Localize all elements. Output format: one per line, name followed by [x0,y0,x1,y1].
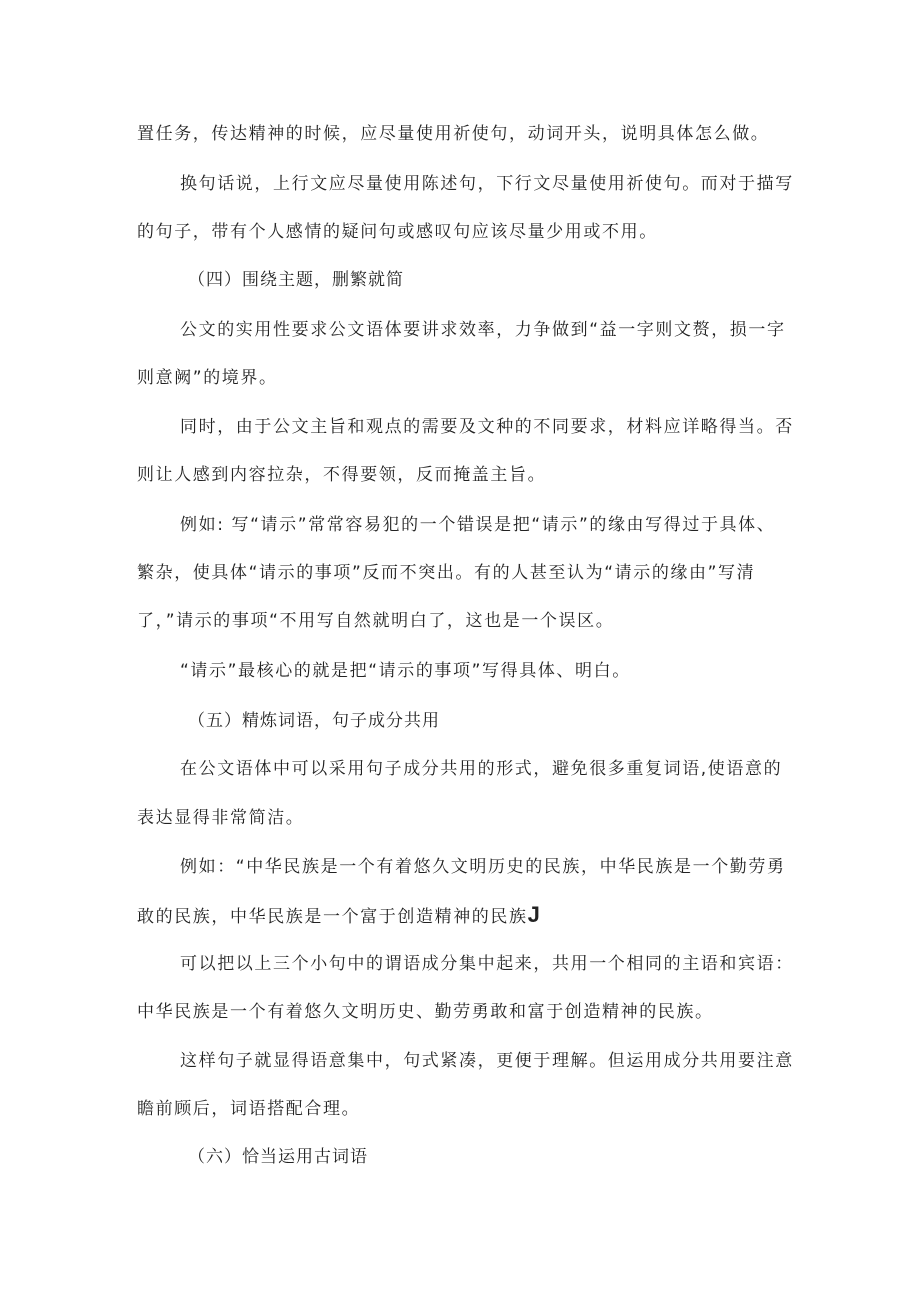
paragraph-line-6: 则意阙”的境界。 [137,368,278,388]
paragraph-line-3: 的句子，带有个人感情的疑问句或感叹句应该尽量少用或不用。 [137,222,658,242]
paragraph-line-2: 换句话说，上行文应尽量使用陈述句，下行文尽量使用祈使句。而对于描写 [180,174,794,194]
paragraph-line-14: 在公文语体中可以采用句子成分共用的形式，避免很多重复词语,使语意的 [180,759,783,779]
paragraph-line-19: 中华民族是一个有着悠久文明历史、勤劳勇敢和富于创造精神的民族。 [137,1002,714,1022]
paragraph-line-17-text: 敢的民族，中华民族是一个富于创造精神的民族 [137,907,528,927]
section-heading-4: （四）围绕主题，删繁就简 [188,270,404,290]
paragraph-line-16: 例如：“中华民族是一个有着悠久文明历史的民族，中华民族是一个勤劳勇 [180,857,786,877]
paragraph-line-8: 则让人感到内容拉杂，不得要领，反而掩盖主旨。 [137,465,547,485]
section-heading-6: （六）恰当运用古词语 [188,1147,368,1167]
paragraph-line-7: 同时，由于公文主旨和观点的需要及文种的不同要求，材料应详略得当。否 [180,417,794,437]
paragraph-line-11: 了，”请示的事项“不用写自然就明白了，这也是一个误区。 [137,611,615,631]
paragraph-line-12: “请示”最核心的就是把“请示的事项”写得具体、明白。 [180,661,631,681]
trailing-mark: J [527,902,540,927]
paragraph-line-10: 繁杂，使具体“请示的事项”反而不突出。有的人甚至认为“请示的缘由”写清 [137,563,756,583]
section-heading-5: （五）精炼词语，句子成分共用 [188,711,440,731]
paragraph-line-20: 这样句子就显得语意集中，句式紧凑，更便于理解。但运用成分共用要注意 [180,1051,794,1071]
paragraph-line-17 [137,903,540,929]
paragraph-line-21: 瞻前顾后，词语搭配合理。 [137,1099,361,1119]
paragraph-line-5: 公文的实用性要求公文语体要讲求效率，力争做到“益一字则文赘，损一字 [180,320,786,340]
paragraph-line-9: 例如: 写“请示”常常容易犯的一个错误是把“请示”的缘由写得过于具体、 [180,515,776,535]
paragraph-line-15: 表达显得非常简洁。 [137,808,305,828]
paragraph-line-18: 可以把以上三个小句中的谓语成分集中起来，共用一个相同的主语和宾语： [180,954,794,974]
paragraph-line-1: 置任务，传达精神的时候，应尽量使用祈使句，动词开头，说明具体怎么做。 [137,124,770,144]
